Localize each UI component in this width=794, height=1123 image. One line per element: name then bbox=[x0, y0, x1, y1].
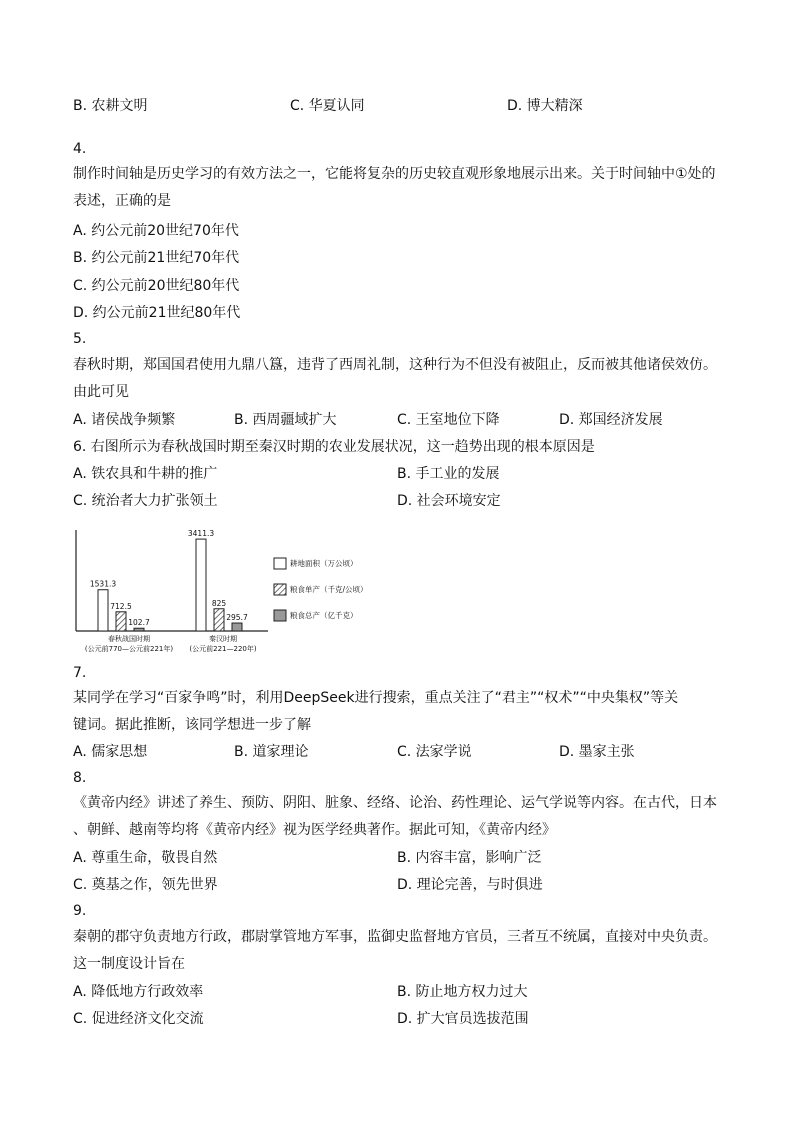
legend-label: 粮食单产（千克/公顷） bbox=[290, 585, 368, 594]
q7-option-d: D. 墨家主张 bbox=[559, 744, 635, 760]
q7-option-c: C. 法家学说 bbox=[397, 744, 472, 760]
bar-0-2 bbox=[134, 628, 144, 631]
q4-option-b: B. 约公元前21世纪70年代 bbox=[73, 250, 240, 266]
q7-option-b: B. 道家理论 bbox=[234, 744, 309, 760]
q3-option-d: D. 博大精深 bbox=[507, 98, 583, 114]
q5-option-c: C. 王室地位下降 bbox=[397, 412, 500, 428]
q9-option-a: A. 降低地方行政效率 bbox=[73, 984, 204, 1000]
legend-swatch bbox=[274, 610, 286, 621]
category-label: 春秋战国时期 bbox=[108, 635, 150, 643]
q5-option-b: B. 西周疆域扩大 bbox=[234, 412, 337, 428]
q8-option-c: C. 奠基之作，领先世界 bbox=[73, 877, 218, 893]
q4-option-a: A. 约公元前20世纪70年代 bbox=[73, 223, 239, 239]
bar-1-0 bbox=[196, 539, 206, 631]
bar-0-0 bbox=[98, 590, 108, 631]
q9-number: 9. bbox=[73, 903, 87, 919]
q9-option-d: D. 扩大官员选拔范围 bbox=[397, 1011, 529, 1027]
category-label: (公元前770—公元前221年) bbox=[84, 645, 174, 653]
q8-stem-line1: 《黄帝内经》讲述了养生、预防、阴阳、脏象、经络、论治、药性理论、运气学说等内容。在古代，日本 bbox=[73, 795, 717, 811]
q7-number: 7. bbox=[73, 665, 87, 681]
q6-option-b: B. 手工业的发展 bbox=[397, 466, 500, 482]
q5-stem-line1: 春秋时期，郑国国君使用九鼎八簋，违背了西周礼制，这种行为不但没有被阻止，反而被其他诸侯效仿。 bbox=[73, 357, 717, 373]
legend-label: 耕地面积（万公顷） bbox=[290, 559, 358, 568]
q5-stem-line2: 由此可见 bbox=[73, 384, 129, 400]
q4-stem-line1: 制作时间轴是历史学习的有效方法之一，它能将复杂的历史较直观形象地展示出来。关于时间轴中①处的 bbox=[73, 166, 716, 182]
legend-swatch bbox=[274, 584, 286, 595]
bar-value-label: 825 bbox=[211, 598, 227, 608]
bar-1-2 bbox=[232, 623, 242, 631]
q7-option-a: A. 儒家思想 bbox=[73, 744, 148, 760]
category-label: (公元前221—220年) bbox=[189, 645, 257, 653]
bar-value-label: 712.5 bbox=[110, 601, 132, 611]
q4-option-d: D. 约公元前21世纪80年代 bbox=[73, 305, 241, 321]
q8-option-a: A. 尊重生命，敬畏自然 bbox=[73, 850, 218, 866]
q4-stem-line2: 表述，正确的是 bbox=[73, 193, 171, 209]
q8-option-d: D. 理论完善，与时俱进 bbox=[397, 877, 543, 893]
bar-value-label: 102.7 bbox=[128, 618, 150, 628]
q7-stem-line2: 键词。据此推断，该同学想进一步了解 bbox=[73, 717, 311, 733]
q5-option-a: A. 诸侯战争频繁 bbox=[73, 412, 176, 428]
q6-option-d: D. 社会环境安定 bbox=[397, 493, 501, 509]
q9-option-b: B. 防止地方权力过大 bbox=[397, 984, 528, 1000]
bar-value-label: 1531.3 bbox=[89, 579, 117, 589]
legend-swatch bbox=[274, 558, 286, 569]
q6-option-c: C. 统治者大力扩张领土 bbox=[73, 493, 218, 509]
category-label: 秦汉时期 bbox=[209, 635, 237, 643]
bar-1-1 bbox=[214, 609, 224, 631]
q4-number: 4. bbox=[73, 141, 87, 157]
q3-option-c: C. 华夏认同 bbox=[290, 98, 365, 114]
q9-stem-line2: 这一制度设计旨在 bbox=[73, 956, 185, 972]
q8-option-b: B. 内容丰富，影响广泛 bbox=[397, 850, 542, 866]
q6-option-a: A. 铁农具和牛耕的推广 bbox=[73, 466, 218, 482]
bar-value-label: 295.7 bbox=[226, 613, 248, 623]
q9-stem-line1: 秦朝的郡守负责地方行政，郡尉掌管地方军事，监御史监督地方官员，三者互不统属，直接对中央负责。 bbox=[73, 929, 717, 945]
q6-stem: 6. 右图所示为春秋战国时期至秦汉时期的农业发展状况，这一趋势出现的根本原因是 bbox=[73, 439, 595, 455]
q3-option-b: B. 农耕文明 bbox=[73, 98, 148, 114]
agriculture-bar-chart bbox=[70, 520, 370, 655]
q9-option-c: C. 促进经济文化交流 bbox=[73, 1011, 204, 1027]
q8-number: 8. bbox=[73, 770, 87, 786]
q7-stem-line1: 某同学在学习“百家争鸣”时，利用DeepSeek进行搜索，重点关注了“君主”“权术”“中央集权”等关 bbox=[73, 690, 679, 706]
legend-label: 粮食总产（亿千克） bbox=[290, 611, 358, 620]
q5-option-d: D. 郑国经济发展 bbox=[559, 412, 663, 428]
bar-value-label: 3411.3 bbox=[187, 529, 215, 539]
q4-option-c: C. 约公元前20世纪80年代 bbox=[73, 278, 240, 294]
bar-0-1 bbox=[116, 612, 126, 631]
q8-stem-line2: 、朝鲜、越南等均将《黄帝内经》视为医学经典著作。据此可知，《黄帝内经》 bbox=[73, 822, 556, 838]
q5-number: 5. bbox=[73, 331, 87, 347]
